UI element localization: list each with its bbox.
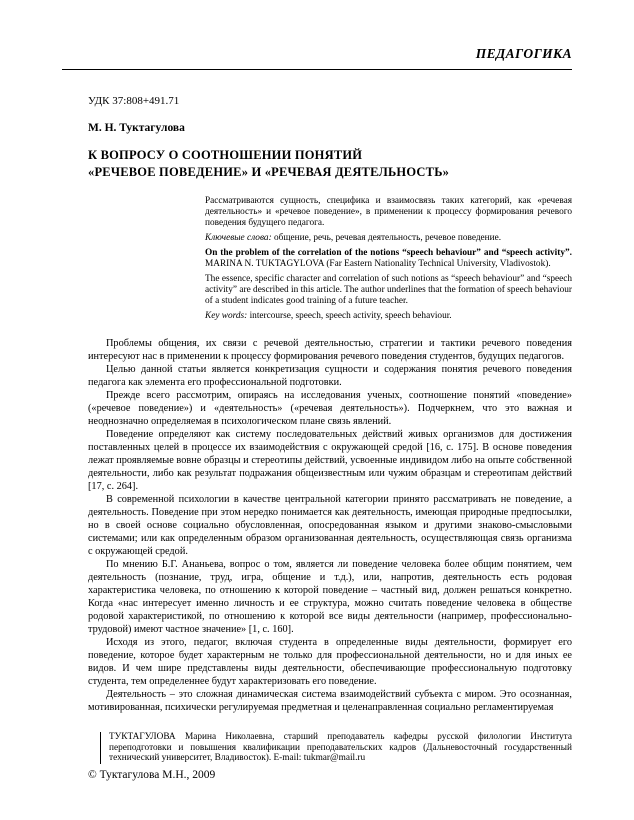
body-paragraph-2: Целью данной статьи является конкретизация сущности и содержания понятия речевого поведения педагога как элемента его профессиональной подготовки. bbox=[88, 364, 572, 388]
abstract-ru-keywords bbox=[205, 233, 572, 244]
body-paragraph-3: Прежде всего рассмотрим, опираясь на исследования ученых, соотношение понятий «поведение» («речевое поведение») и «деятельность» («речевая деятельность»). Подчеркнем, что это важная и неоднозначно определяемая в психологическом плане связь явлений. bbox=[88, 390, 572, 427]
body-paragraph-4: Поведение определяют как систему последовательных действий живых организмов для достижения поставленных целей в процессе их взаимодействия с окружающей средой [16, с. 175]. В основе поведения лежат проявляемые вовне образцы и стереотипы действий, усвоенные индивидом либо на опыте собственной деятельности, либо как результат подражания общеизвестным или чужим образцам и стереотипам действий [17, с. 264]. bbox=[88, 429, 572, 492]
body-paragraph-5: В современной психологии в качестве центральной категории принято рассматривать не поведение, а деятельность. Поведение при этом нередко понимается как деятельность, имеющая природные предпосылки, но в своей основе социально обусловленная, опосредованная языком и другими знаково-смысловыми системами; или как определенным образом организованная деятельность, осуществляющая связь организма с окружающей средой. bbox=[88, 494, 572, 557]
article-title-line1: К ВОПРОСУ О СООТНОШЕНИИ ПОНЯТИЙ bbox=[88, 148, 363, 162]
copyright-line: © Туктагулова М.Н., 2009 bbox=[88, 769, 216, 782]
udc-code: УДК 37:808+491.71 bbox=[88, 95, 180, 107]
abstract-en-heading bbox=[205, 248, 572, 270]
header-rule bbox=[62, 69, 572, 70]
article-title-line2: «РЕЧЕВОЕ ПОВЕДЕНИЕ» И «РЕЧЕВАЯ ДЕЯТЕЛЬНОСТЬ» bbox=[88, 165, 450, 179]
en-keywords-label: Key words: bbox=[205, 311, 248, 321]
body-paragraph-8: Деятельность – это сложная динамическая система взаимодействий субъекта с миром. Это осознанная, мотивированная, психически регулируемая предметная и целенаправленная социально регламентируемая bbox=[88, 689, 572, 713]
abstract-block bbox=[205, 196, 572, 322]
ru-keywords-value: общение, речь, речевая деятельность, речевое поведение. bbox=[274, 233, 502, 243]
footnote-block bbox=[100, 732, 572, 764]
en-keywords-value: intercourse, speech, speech activity, speech behaviour. bbox=[249, 311, 452, 321]
abstract-en-keywords bbox=[205, 311, 572, 322]
footnote-text: ТУКТАГУЛОВА Марина Николаевна, старший преподаватель кафедры русской филологии Института переподготовки и повышения квалификации преподавательских кадров (Дальневосточный государственный технический университет, Владивосток). E-mail: tukmar@mail.ru bbox=[109, 732, 572, 764]
en-author: MARINA N. TUKTAGYLOVA (Far Eastern Nationality Technical University, Vladivostok). bbox=[205, 259, 551, 269]
article-body bbox=[88, 337, 572, 714]
ru-keywords-label: Ключевые слова: bbox=[205, 233, 272, 243]
abstract-en-text: The essence, specific character and correlation of such notions as “speech behaviour” and “speech activity” are described in this article. The author underlines that the formation of speech behaviour of a student indicates good training of a future teacher. bbox=[205, 274, 572, 306]
author-name: М. Н. Туктагулова bbox=[88, 122, 185, 134]
article-title bbox=[88, 147, 572, 181]
abstract-ru-text: Рассматриваются сущность, специфика и взаимосвязь таких категорий, как «речевая деятельность» и «речевое поведение», в применении к процессу формирования речевого поведения будущего педагога. bbox=[205, 196, 572, 228]
en-title: On the problem of the correlation of the notions “speech behaviour” and “speech activity”. bbox=[205, 248, 572, 258]
body-paragraph-7: Исходя из этого, педагог, включая студента в определенные виды деятельности, формирует его поведение, которое будет характерным не только для профессиональной деятельности, но и для иных ее видов. И чем шире представлены виды деятельности, обеспечивающие профессиональную подготовку студента, тем определеннее будут характеризовать его поведение. bbox=[88, 637, 572, 687]
body-paragraph-1: Проблемы общения, их связи с речевой деятельностью, стратегии и тактики речевого поведения интересуют нас в применении к процессу формирования речевого поведения студентов, будущих педагогов. bbox=[88, 338, 572, 362]
body-paragraph-6: По мнению Б.Г. Ананьева, вопрос о том, является ли поведение человека более общим понятием, чем деятельность (познание, труд, игра, общение и т.д.), или, напротив, деятельность есть родовая характеристика человека, по отношению к которой поведение – частный вид, должен решаться конкретно. Когда «нас интересует именно личность и ее структура, можно считать поведение человека в обществе родовой характеристикой, по отношению к которой все виды деятельности (например, профессионально-трудовой) имеют частное значение» [1, с. 160]. bbox=[88, 559, 572, 635]
running-head: ПЕДАГОГИКА bbox=[475, 46, 572, 61]
